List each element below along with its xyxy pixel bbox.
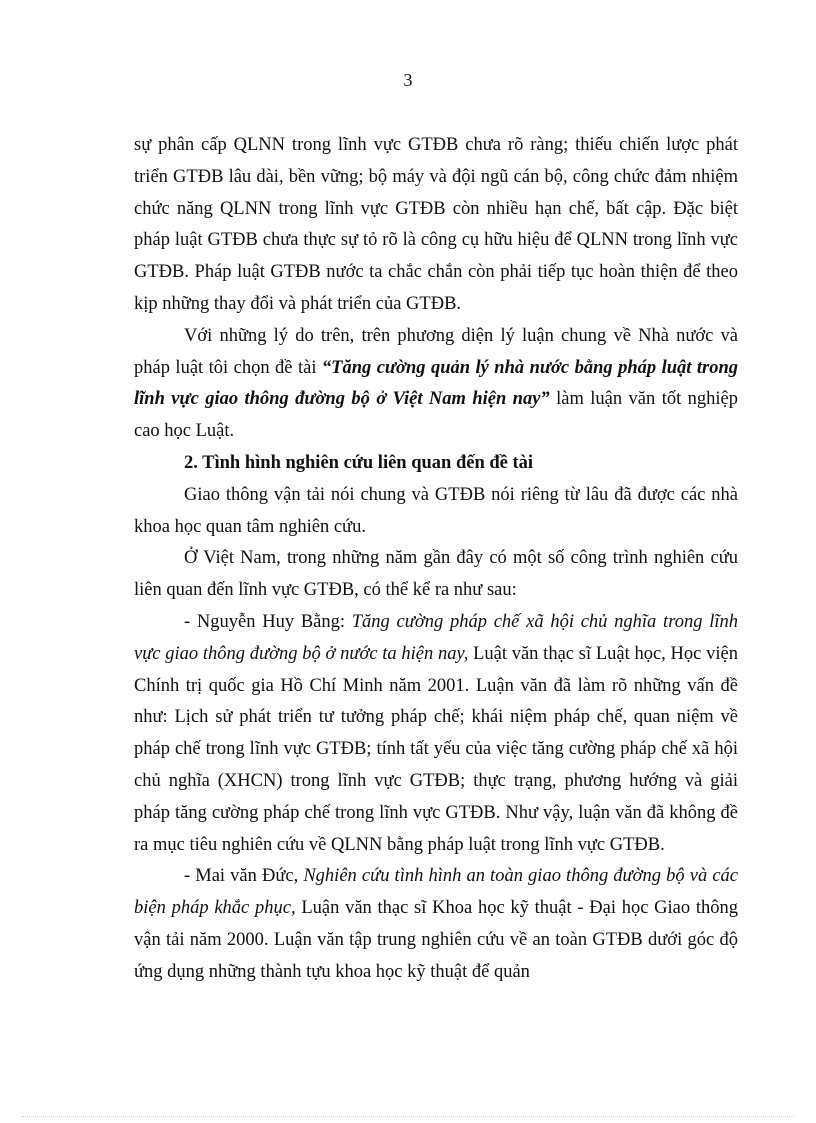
reference-item: [134, 607, 738, 861]
reference-title: Tăng cường pháp chế xã hội chủ nghĩa trong lĩnh vực giao thông đường bộ ở nước ta hiện nay,: [134, 611, 738, 664]
thesis-title: “Tăng cường quản lý nhà nước bằng pháp luật trong lĩnh vực giao thông đường bộ ở Việt Nam hiện nay”: [134, 357, 738, 410]
paragraph-3: Giao thông vận tải nói chung và GTĐB nói riêng từ lâu đã được các nhà khoa học quan tâm nghiên cứu.: [134, 484, 738, 537]
reference-title: Nghiên cứu tình hình an toàn giao thông đường bộ và các biện pháp khắc phục,: [134, 866, 738, 919]
paragraph-4: Ở Việt Nam, trong những năm gần đây có một số công trình nghiên cứu liên quan đến lĩnh vực GTĐB, có thể kể ra như sau:: [134, 548, 738, 601]
reference-item: [134, 861, 738, 988]
paragraph-2-lead: Với những lý do trên, trên phương diện lý luận chung về Nhà nước và pháp luật tôi chọn đề tài: [134, 325, 738, 378]
paragraph-2-tail: làm luận văn tốt nghiệp cao học Luật.: [134, 389, 738, 442]
paragraph-1: sự phân cấp QLNN trong lĩnh vực GTĐB chưa rõ ràng; thiếu chiến lược phát triển GTĐB lâu dài, bền vững; bộ máy và đội ngũ cán bộ, công chức đảm nhiệm chức năng QLNN trong lĩnh vực GTĐB còn nhiều hạn chế, bất cập. Đặc biệt pháp luật GTĐB chưa thực sự tỏ rõ là công cụ hữu hiệu để QLNN trong lĩnh vực GTĐB. Pháp luật GTĐB nước ta chắc chắn còn phải tiếp tục hoàn thiện để theo kịp những thay đổi và phát triển của GTĐB.: [134, 135, 738, 314]
paragraph-2: [134, 321, 738, 448]
reference-description: Luật văn thạc sĩ Luật học, Học viện Chính trị quốc gia Hồ Chí Minh năm 2001. Luận văn đã làm rõ những vấn đề như: Lịch sử phát triển tư tưởng pháp chế; khái niệm pháp chế, quan niệm về pháp chế trong lĩnh vực GTĐB; tính tất yếu của việc tăng cường pháp chế xã hội chủ nghĩa (XHCN) trong lĩnh vực GTĐB; thực trạng, phương hướng và giải pháp tăng cường pháp chế trong lĩnh vực GTĐB. Như vậy, luận văn đã không đề ra mục tiêu nghiên cứu về QLNN bằng pháp luật trong lĩnh vực GTĐB.: [134, 643, 738, 855]
page-number: 3: [403, 70, 413, 90]
footer-divider: [22, 1116, 794, 1117]
section-heading: [134, 448, 738, 480]
section-heading-text: 2. Tình hình nghiên cứu liên quan đến đề tài: [184, 452, 534, 473]
reference-description: Luận văn thạc sĩ Khoa học kỹ thuật - Đại học Giao thông vận tải năm 2000. Luận văn tập trung nghiên cứu về an toàn GTĐB dưới góc độ ứng dụng những thành tựu khoa học kỹ thuật để quản: [134, 898, 738, 982]
body-text: [134, 130, 738, 989]
reference-author: - Mai văn Đức,: [184, 866, 304, 887]
reference-author: - Nguyễn Huy Bằng:: [184, 611, 352, 632]
